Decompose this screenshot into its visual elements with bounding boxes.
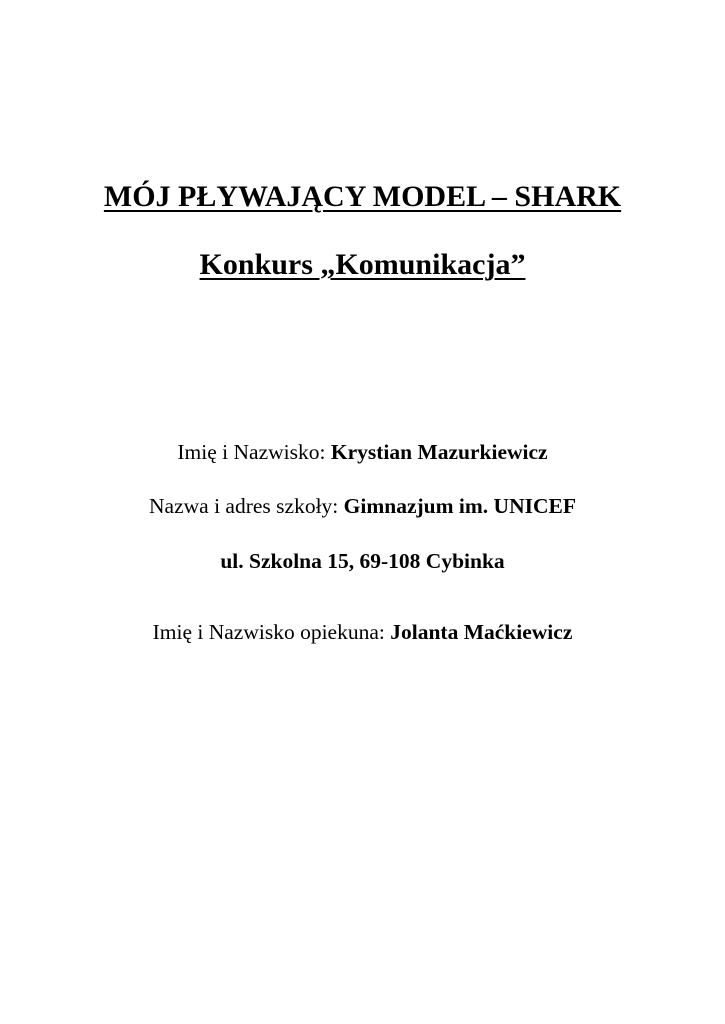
school-label: Nazwa i adres szkoły: [149,494,344,518]
school-line [0,494,725,519]
student-line [0,440,725,465]
student-name: Krystian Mazurkiewicz [330,440,548,464]
supervisor-label: Imię i Nazwisko opiekuna: [152,620,391,644]
document-title: MÓJ PŁYWAJĄCY MODEL – SHARK [103,180,622,213]
student-label: Imię i Nazwisko: [177,440,331,464]
supervisor-line [0,620,725,645]
document-subtitle: Konkurs „Komunikacja” [199,248,526,281]
school-name: Gimnazjum im. UNICEF [343,494,576,518]
supervisor-name: Jolanta Maćkiewicz [390,620,573,644]
school-address: ul. Szkolna 15, 69-108 Cybinka [220,549,505,573]
